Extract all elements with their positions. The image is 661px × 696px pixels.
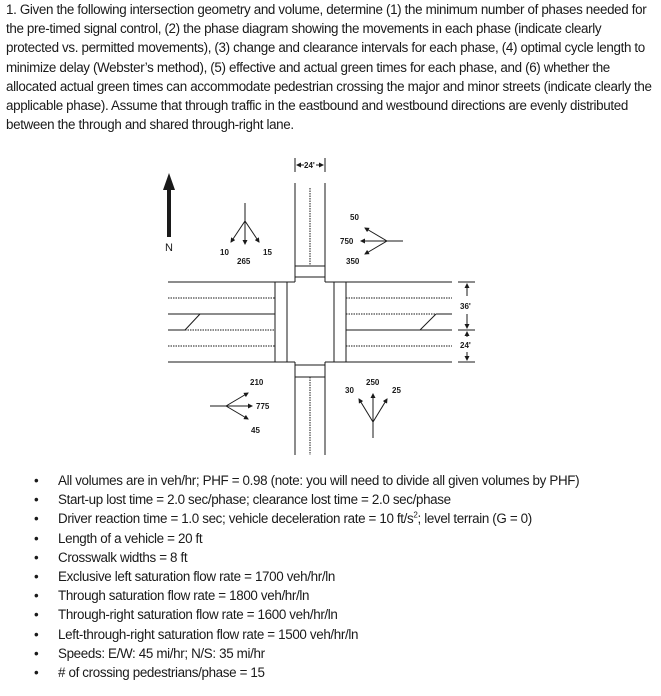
list-item-text: All volumes are in veh/hr; PHF = 0.98 (note: you will need to divide all given volumes by PHF) [58,473,580,488]
bullet-icon: • [34,569,39,585]
superscript: 2 [413,510,418,520]
south-approach [295,362,325,455]
given-parameters-list [34,471,654,682]
list-item [34,625,654,644]
east-approach [325,282,452,362]
bullet-icon: • [34,492,39,508]
list-item-text: ; level terrain (G = 0) [417,511,532,527]
southbound-movements [231,203,259,244]
sb-through-volume: 265 [237,257,251,266]
ew-upper-width-label: 36' [460,302,471,311]
west-approach [168,282,295,362]
list-item [34,509,654,528]
bullet-icon: • [34,665,39,681]
northbound-movements [359,394,387,438]
nb-through-volume: 250 [366,378,380,387]
westbound-movements [361,228,403,254]
problem-statement: 1. Given the following intersection geometry and volume, determine (1) the minimum number of phases needed for the pre-timed signal control, (2) the phase diagram showing the movements in each phase (indicate clearly protected vs. permitted movements), (3) change and clearance intervals for each phase, (4) optimal cycle length to minimize delay (Webster’s method), (5) effective and actual green times for each phase, and (6) whether the allocated actual green times can accommodate pedestrian crossing the major and minor streets (indicate clearly the applicable phase). Assume that through traffic in the eastbound and westbound directions are evenly distributed between the through and shared through-right lane. [6,2,652,133]
ew-lower-width-label: 24' [460,341,471,350]
list-item-text: Driver reaction time = 1.0 sec; vehicle deceleration rate = 10 ft/s [58,511,414,527]
list-item [34,548,654,567]
list-item [34,586,654,605]
bullet-icon: • [34,511,39,527]
list-item-text: Through-right saturation flow rate = 1600 veh/hr/ln [58,607,338,623]
list-item-text: Start-up lost time = 2.0 sec/phase; clearance lost time = 2.0 sec/phase [58,492,451,508]
bullet-icon: • [34,549,39,565]
eb-through-volume: 775 [256,402,270,411]
list-item-text: Length of a vehicle = 20 ft [58,530,203,546]
list-item [34,567,654,586]
bullet-icon: • [34,645,39,661]
list-item-text: Speeds: E/W: 45 mi/hr; N/S: 35 mi/hr [58,645,265,661]
north-approach [295,183,325,282]
bullet-icon: • [34,473,39,488]
sb-left-volume: 15 [263,248,272,257]
list-item [34,490,654,509]
north-label: N [165,242,173,254]
wb-left-volume: 50 [350,213,359,222]
list-item-text: Through saturation flow rate = 1800 veh/hr/ln [58,588,310,604]
north-arrow-icon [163,173,175,254]
bullet-icon: • [34,588,39,604]
nb-right-volume: 25 [392,386,401,395]
wb-right-volume: 350 [346,257,360,266]
list-item [34,644,654,663]
eb-right-volume: 45 [251,426,260,435]
sb-right-volume: 10 [220,248,229,257]
bullet-icon: • [34,530,39,546]
list-item-text: Left-through-right saturation flow rate = 1500 veh/hr/ln [58,626,359,642]
list-item [34,529,654,548]
bullet-icon: • [34,626,39,642]
list-item [34,471,654,490]
list-item-text: Exclusive left saturation flow rate = 1700 veh/hr/ln [58,569,335,585]
nb-left-volume: 30 [345,386,354,395]
list-item-text: # of crossing pedestrians/phase = 15 [58,665,265,681]
eastbound-movements [210,393,252,419]
bullet-icon: • [34,607,39,623]
ew-width-dimensions [458,282,475,362]
wb-through-volume: 750 [340,237,354,246]
list-item-text: Crosswalk widths = 8 ft [58,549,188,565]
eb-left-volume: 210 [250,378,264,387]
list-item [34,605,654,624]
list-item [34,663,654,682]
ns-width-label: 24' [304,161,315,170]
